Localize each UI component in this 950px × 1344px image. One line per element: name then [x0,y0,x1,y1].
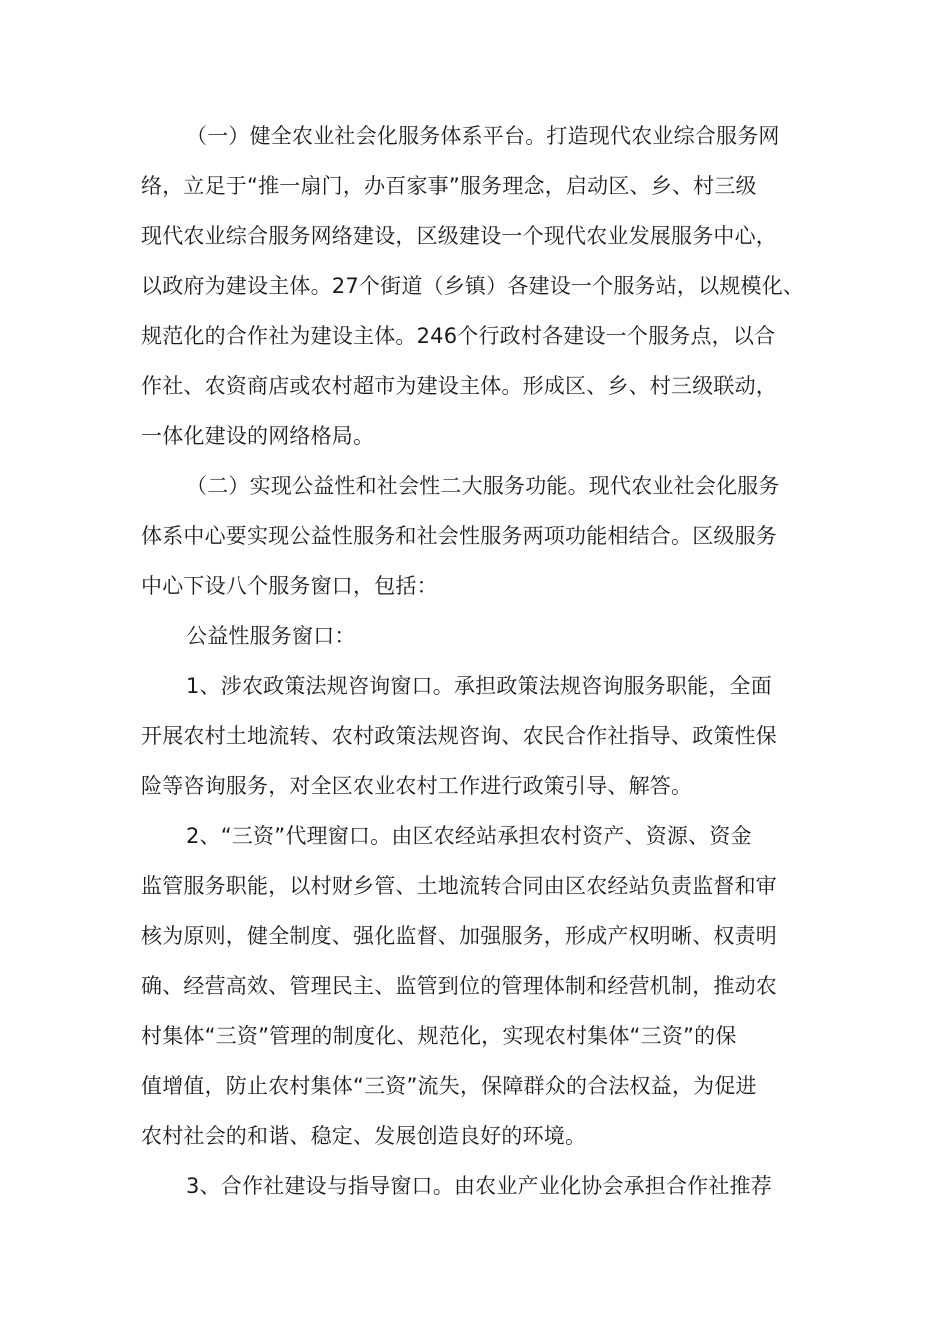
item-2-line-3: 核为原则，健全制度、强化监督、加强服务，形成产权明晰、权责明 [141,924,777,948]
item-2-line-5: 村集体“三资”管理的制度化、规范化，实现农村集体“三资”的保 [141,1024,737,1048]
section-heading-public-windows: 公益性服务窗口： [186,624,356,648]
item-2-line-6: 值增值，防止农村集体“三资”流失，保障群众的合法权益，为促进 [141,1074,757,1098]
paragraph-1-line-4: 以政府为建设主体。27个街道（乡镇）各建设一个服务站，以规模化、 [141,274,805,298]
paragraph-1-line-1: （一）健全农业社会化服务体系平台。打造现代农业综合服务网 [186,124,780,148]
paragraph-1-line-7: 一体化建设的网络格局。 [141,424,375,448]
item-2-line-4: 确、经营高效、管理民主、监管到位的管理体制和经营机制，推动农 [141,974,777,998]
paragraph-1-line-5: 规范化的合作社为建设主体。246个行政村各建设一个服务点，以合 [141,324,776,348]
paragraph-1-line-6: 作社、农资商店或农村超市为建设主体。形成区、乡、村三级联动， [141,374,777,398]
item-1-line-2: 开展农村土地流转、农村政策法规咨询、农民合作社指导、政策性保 [141,724,777,748]
paragraph-2-line-1: （二）实现公益性和社会性二大服务功能。现代农业社会化服务 [186,474,780,498]
item-1-line-1: 1、涉农政策法规咨询窗口。承担政策法规咨询服务职能，全面 [186,674,772,698]
paragraph-1-line-3: 现代农业综合服务网络建设，区级建设一个现代农业发展服务中心， [141,224,777,248]
item-2-line-1: 2、“三资”代理窗口。由区农经站承担农村资产、资源、资金 [186,824,752,848]
item-3-line-1: 3、合作社建设与指导窗口。由农业产业化协会承担合作社推荐 [186,1174,772,1198]
item-2-line-7: 农村社会的和谐、稳定、发展创造良好的环境。 [141,1124,587,1148]
item-2-line-2: 监管服务职能，以村财乡管、土地流转合同由区农经站负责监督和审 [141,874,777,898]
paragraph-1-line-2: 络，立足于“推一扇门，办百家事”服务理念，启动区、乡、村三级 [141,174,757,198]
paragraph-2-line-2: 体系中心要实现公益性服务和社会性服务两项功能相结合。区级服务 [141,524,777,548]
item-1-line-3: 险等咨询服务，对全区农业农村工作进行政策引导、解答。 [141,774,693,798]
paragraph-2-line-3: 中心下设八个服务窗口，包括： [141,574,438,598]
